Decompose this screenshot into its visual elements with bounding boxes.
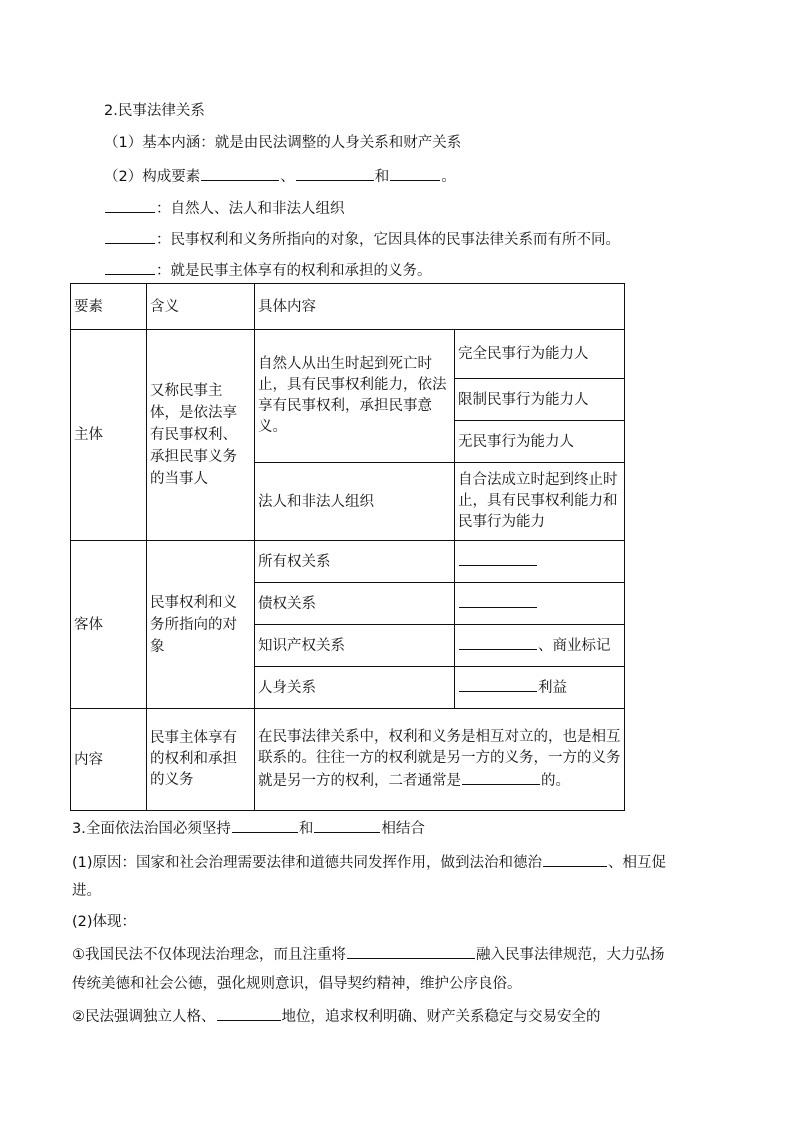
separator: 、 <box>280 169 295 185</box>
header-element: 要素 <box>71 284 147 330</box>
object-meaning: 民事权利和义务所指向的对象 <box>147 541 255 709</box>
fill-blank[interactable] <box>314 817 380 833</box>
fill-blank[interactable] <box>347 943 475 959</box>
object-def-text: ：民事权利和义务所指向的对象，它因具体的民事法律关系而有所不同。 <box>156 232 620 248</box>
content-body: 在民事法律关系中，权利和义务是相互对立的，也是相互联系的。往往一方的权利就是另一方的义务，一方的义务就是另一方的权利，二者通常是 <box>258 729 621 789</box>
title-prefix: 3.全面依法治国必须坚持 <box>72 821 231 837</box>
header-meaning: 含义 <box>147 284 255 330</box>
item-2-prefix: （2）构成要素 <box>104 169 201 185</box>
content-meaning: 民事主体享有的权利和承担的义务 <box>147 709 255 811</box>
reason-text: (1)原因：国家和社会治理需要法律和道德共同发挥作用，做到法治和德治 <box>72 855 543 871</box>
object-definition <box>104 228 620 250</box>
object-answer <box>455 583 625 625</box>
object-relation: 所有权关系 <box>255 541 455 583</box>
header-content: 具体内容 <box>255 284 625 330</box>
fill-blank[interactable] <box>543 851 607 867</box>
title-end: 相结合 <box>381 821 425 837</box>
item-2-text-cont: 地位，追求权利明确、财产关系稳定与交易安全的 <box>281 1009 601 1025</box>
fill-blank[interactable] <box>462 769 540 785</box>
subject-def-text: ：自然人、法人和非法人组织 <box>156 201 345 217</box>
reason-line-2: 进。 <box>72 883 101 899</box>
separator: 和 <box>374 169 390 185</box>
section-2-item-2 <box>104 165 456 187</box>
object-relation: 知识产权关系 <box>255 625 455 667</box>
subject-meaning: 又称民事主体，是依法享有民事权利、承担民事义务的当事人 <box>147 330 255 541</box>
section-3-title <box>72 817 425 839</box>
fill-blank[interactable] <box>232 817 298 833</box>
natural-person-desc: 自然人从出生时起到死亡时止，具有民事权利能力，依法享有民事权利，承担民事意义。 <box>255 330 455 463</box>
legal-person: 法人和非法人组织 <box>255 463 455 541</box>
section-2-title: 2.民事法律关系 <box>104 103 205 119</box>
capacity-none: 无民事行为能力人 <box>455 421 625 463</box>
item-2-text: ②民法强调独立人格、 <box>72 1009 216 1025</box>
fill-blank[interactable] <box>459 634 537 650</box>
object-answer <box>455 625 625 667</box>
embody-item-2 <box>72 1005 601 1027</box>
item-1-text-cont: 融入民事法律规范，大力弘扬 <box>476 947 665 963</box>
embody-item-1 <box>72 943 665 965</box>
legal-person-desc: 自合法成立时起到终止时止，具有民事权利能力和民事行为能力 <box>455 463 625 541</box>
elements-table <box>70 283 625 811</box>
object-answer <box>455 541 625 583</box>
title-mid: 和 <box>298 821 314 837</box>
fill-blank[interactable] <box>459 676 537 692</box>
embody-item-1-cont: 传统美德和社会公德，强化规则意识，倡导契约精神，维护公序良俗。 <box>72 976 522 992</box>
fill-blank[interactable] <box>105 259 155 275</box>
content-text <box>255 709 625 811</box>
fill-blank[interactable] <box>459 550 537 566</box>
subject-label: 主体 <box>71 330 147 541</box>
content-definition <box>104 259 432 281</box>
capacity-limited: 限制民事行为能力人 <box>455 379 625 421</box>
object-relation: 人身关系 <box>255 667 455 709</box>
embody-heading: (2)体现： <box>72 914 137 930</box>
object-relation: 债权关系 <box>255 583 455 625</box>
content-end: 的。 <box>541 773 570 789</box>
fill-blank[interactable] <box>105 228 155 244</box>
item-1-text: ①我国民法不仅体现法治理念，而且注重将 <box>72 947 346 963</box>
fill-blank[interactable] <box>217 1005 281 1021</box>
fill-blank[interactable] <box>390 165 440 181</box>
capacity-full: 完全民事行为能力人 <box>455 330 625 379</box>
content-label: 内容 <box>71 709 147 811</box>
fill-blank[interactable] <box>459 592 537 608</box>
section-2-item-1: （1）基本内涵：就是由民法调整的人身关系和财产关系 <box>104 135 462 151</box>
answer-suffix: 、商业标记 <box>538 638 611 654</box>
period: 。 <box>441 169 456 185</box>
subject-definition <box>104 197 345 219</box>
answer-suffix: 利益 <box>538 680 567 696</box>
reason-text-cont: 、相互促 <box>608 855 667 871</box>
fill-blank[interactable] <box>296 165 374 181</box>
fill-blank[interactable] <box>201 165 279 181</box>
reason-line-1 <box>72 851 666 873</box>
fill-blank[interactable] <box>105 197 155 213</box>
object-label: 客体 <box>71 541 147 709</box>
content-def-text: ：就是民事主体享有的权利和承担的义务。 <box>156 263 432 279</box>
object-answer <box>455 667 625 709</box>
